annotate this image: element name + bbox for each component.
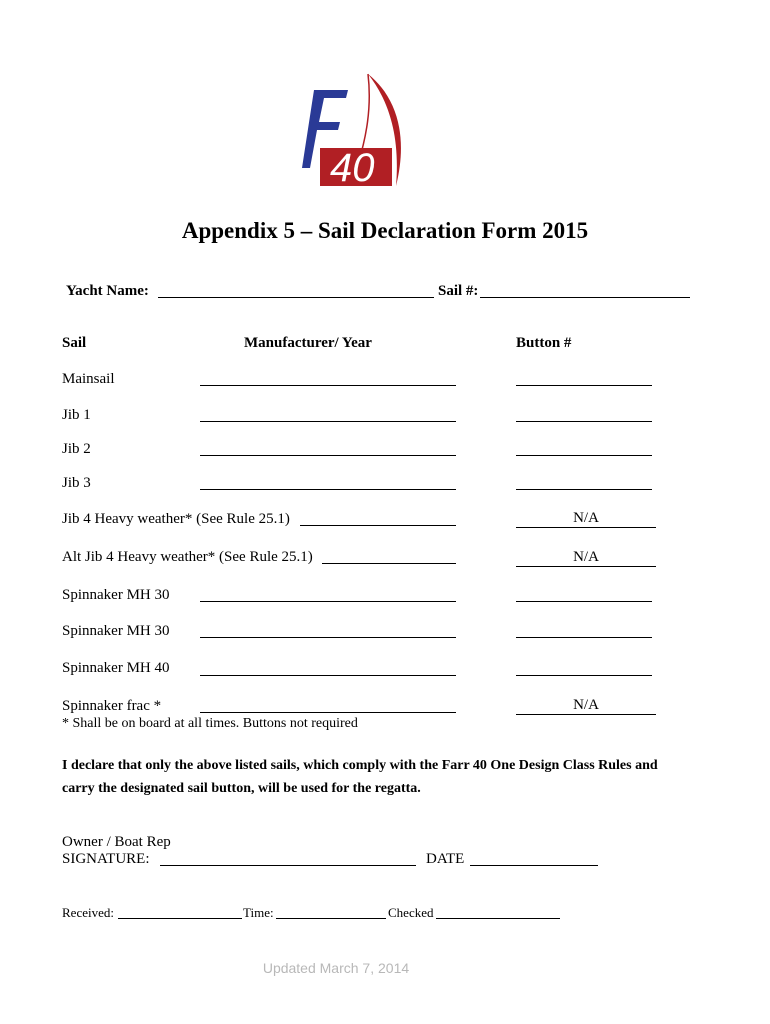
declaration-line-1: I declare that only the above listed sails, which comply with the Farr 40 One Design Class Rules and	[62, 758, 658, 773]
sail-row-label: Jib 3	[62, 475, 91, 491]
sail-number-field[interactable]	[480, 297, 690, 298]
button-field[interactable]	[516, 489, 652, 490]
date-field[interactable]	[470, 865, 598, 866]
manufacturer-field[interactable]	[200, 455, 456, 456]
signature-label: SIGNATURE:	[62, 851, 150, 867]
manufacturer-field[interactable]	[200, 421, 456, 422]
button-field[interactable]	[516, 421, 652, 422]
yacht-name-field[interactable]	[158, 297, 434, 298]
column-header-button: Button #	[516, 335, 572, 351]
checked-field[interactable]	[436, 918, 560, 919]
manufacturer-field[interactable]	[200, 675, 456, 676]
manufacturer-field[interactable]	[200, 489, 456, 490]
sail-row-label: Mainsail	[62, 371, 115, 387]
button-field[interactable]	[516, 637, 652, 638]
time-field[interactable]	[276, 918, 386, 919]
button-field[interactable]	[516, 675, 652, 676]
button-na: N/A	[516, 510, 656, 528]
updated-note: Updated March 7, 2014	[262, 960, 410, 976]
button-na: N/A	[516, 697, 656, 715]
sail-row-label: Jib 1	[62, 407, 91, 423]
checked-label: Checked	[388, 905, 434, 920]
sail-number-label: Sail #:	[438, 283, 479, 299]
column-header-manufacturer: Manufacturer/ Year	[244, 335, 372, 351]
time-label: Time:	[243, 905, 274, 920]
yacht-name-label: Yacht Name:	[66, 283, 149, 299]
manufacturer-field[interactable]	[322, 563, 456, 564]
received-field[interactable]	[118, 918, 242, 919]
button-field[interactable]	[516, 601, 652, 602]
date-label: DATE	[426, 851, 465, 867]
signature-field[interactable]	[160, 865, 416, 866]
received-label: Received:	[62, 905, 114, 920]
logo-number: 40	[330, 146, 375, 190]
sail-row-label: Spinnaker frac *	[62, 698, 162, 714]
manufacturer-field[interactable]	[200, 637, 456, 638]
footnote: * Shall be on board at all times. Buttons not required	[62, 716, 358, 731]
sail-row-label: Spinnaker MH 30	[62, 623, 170, 639]
manufacturer-field[interactable]	[300, 525, 456, 526]
sail-row-label: Alt Jib 4 Heavy weather* (See Rule 25.1)	[62, 549, 313, 565]
f40-class-logo	[300, 68, 412, 190]
manufacturer-field[interactable]	[200, 385, 456, 386]
manufacturer-field[interactable]	[200, 712, 456, 713]
button-field[interactable]	[516, 385, 652, 386]
sail-row-label: Spinnaker MH 30	[62, 587, 170, 603]
sail-row-label: Jib 4 Heavy weather* (See Rule 25.1)	[62, 511, 290, 527]
sail-row-label: Spinnaker MH 40	[62, 660, 170, 676]
column-header-sail: Sail	[62, 335, 87, 351]
page-title: Appendix 5 – Sail Declaration Form 2015	[181, 218, 589, 243]
manufacturer-field[interactable]	[200, 601, 456, 602]
sail-row-label: Jib 2	[62, 441, 91, 457]
owner-label: Owner / Boat Rep	[62, 834, 171, 850]
declaration-line-2: carry the designated sail button, will be used for the regatta.	[62, 781, 421, 796]
button-field[interactable]	[516, 455, 652, 456]
button-na: N/A	[516, 549, 656, 567]
